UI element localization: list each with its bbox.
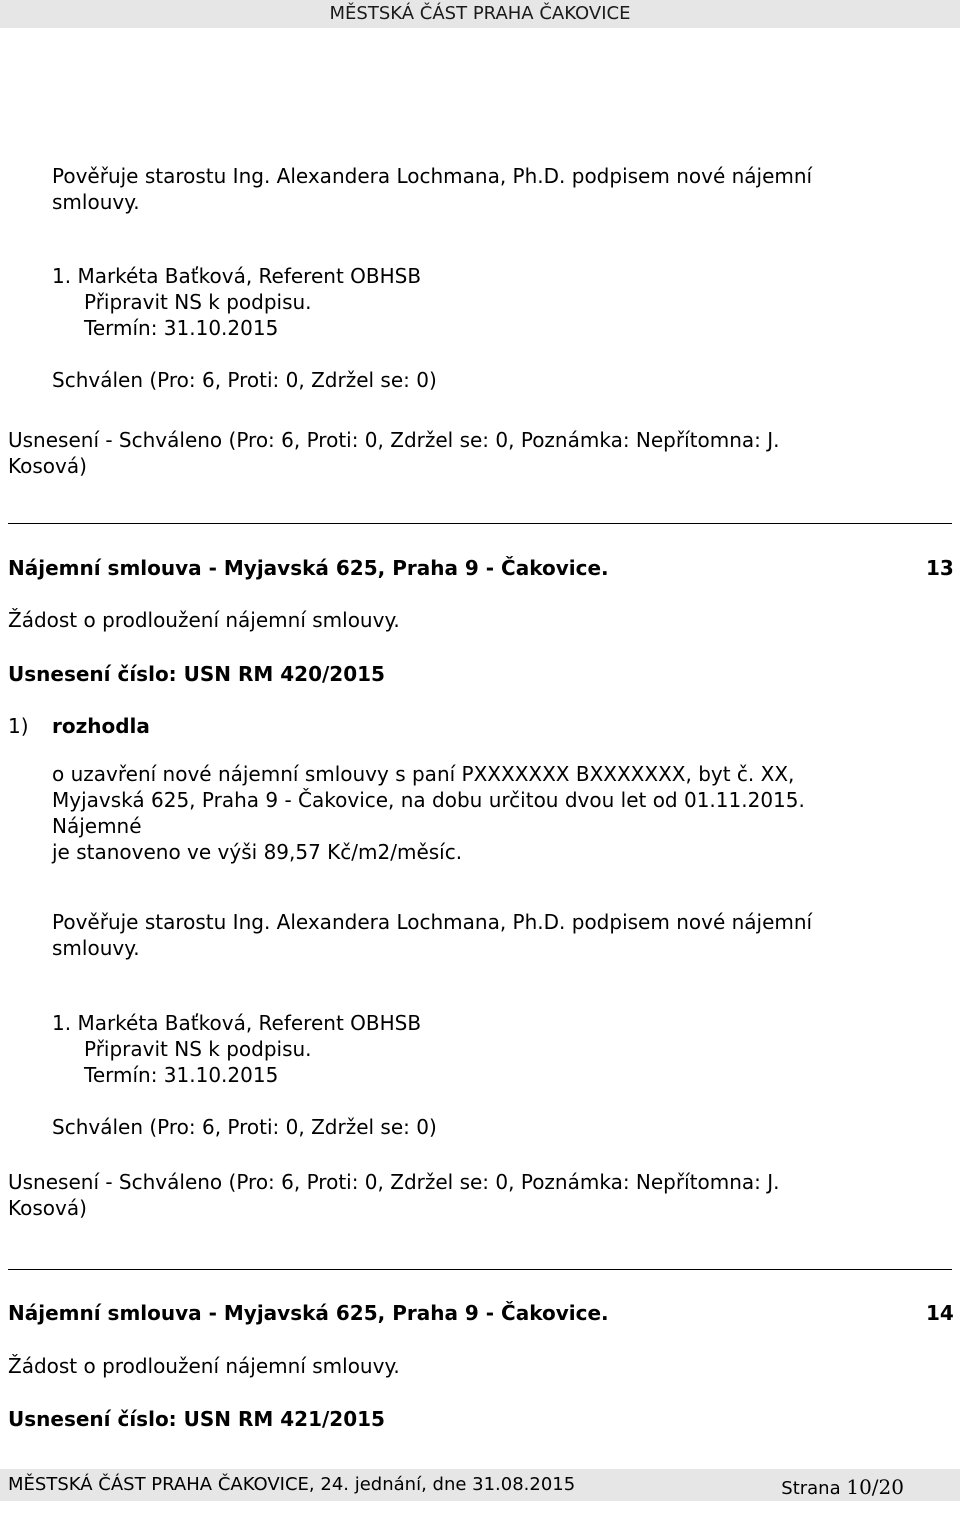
task-line: 1. Markéta Baťková, Referent OBHSB — [52, 264, 422, 288]
decision-word: rozhodla — [52, 714, 150, 738]
resolution-number: Usnesení číslo: USN RM 420/2015 — [8, 662, 385, 686]
item-request: Žádost o prodloužení nájemní smlouvy. — [8, 608, 400, 632]
resolution-line-1: Usnesení - Schváleno (Pro: 6, Proti: 0, Zdržel se: 0, Poznámka: Nepřítomna: J. — [8, 428, 780, 452]
decision-text-1: o uzavření nové nájemní smlouvy s paní PXXXXXXX BXXXXXXX, byt č. XX, — [52, 762, 795, 786]
authorize-line-2: smlouvy. — [52, 190, 140, 214]
page-indicator — [781, 1475, 904, 1501]
decision-text-3: Nájemné — [52, 814, 142, 838]
authorize-line-1: Pověřuje starostu Ing. Alexandera Lochmana, Ph.D. podpisem nové nájemní — [52, 910, 813, 934]
decision-text-4: je stanoveno ve výši 89,57 Kč/m2/měsíc. — [52, 840, 463, 864]
resolution-line-2: Kosová) — [8, 454, 87, 478]
task-deadline: Termín: 31.10.2015 — [84, 316, 279, 340]
approved-line: Schválen (Pro: 6, Proti: 0, Zdržel se: 0) — [52, 368, 437, 392]
authorize-line-1: Pověřuje starostu Ing. Alexandera Lochmana, Ph.D. podpisem nové nájemní — [52, 164, 813, 188]
task-action: Připravit NS k podpisu. — [84, 1037, 312, 1061]
item-number: 14 — [926, 1301, 954, 1325]
section-divider — [8, 523, 952, 524]
page-footer — [0, 1469, 960, 1501]
page-value: 10/20 — [846, 1475, 904, 1499]
item-title: Nájemní smlouva - Myjavská 625, Praha 9 - Čakovice. — [8, 556, 609, 580]
resolution-line-1: Usnesení - Schváleno (Pro: 6, Proti: 0, Zdržel se: 0, Poznámka: Nepřítomna: J. — [8, 1170, 780, 1194]
item-request: Žádost o prodloužení nájemní smlouvy. — [8, 1354, 400, 1378]
section-divider — [8, 1269, 952, 1270]
task-line: 1. Markéta Baťková, Referent OBHSB — [52, 1011, 422, 1035]
page-header — [0, 0, 960, 28]
decision-number: 1) — [8, 714, 29, 738]
footer-meeting-info: MĚSTSKÁ ČÁST PRAHA ČAKOVICE, 24. jednání, dne 31.08.2015 — [8, 1474, 576, 1495]
header-title: MĚSTSKÁ ČÁST PRAHA ČAKOVICE — [329, 3, 631, 24]
item-title: Nájemní smlouva - Myjavská 625, Praha 9 - Čakovice. — [8, 1301, 609, 1325]
decision-text-2: Myjavská 625, Praha 9 - Čakovice, na dobu určitou dvou let od 01.11.2015. — [52, 788, 805, 812]
task-action: Připravit NS k podpisu. — [84, 290, 312, 314]
resolution-line-2: Kosová) — [8, 1196, 87, 1220]
item-number: 13 — [926, 556, 954, 580]
page-label: Strana — [781, 1478, 841, 1499]
task-deadline: Termín: 31.10.2015 — [84, 1063, 279, 1087]
authorize-line-2: smlouvy. — [52, 936, 140, 960]
approved-line: Schválen (Pro: 6, Proti: 0, Zdržel se: 0) — [52, 1115, 437, 1139]
resolution-number: Usnesení číslo: USN RM 421/2015 — [8, 1407, 385, 1431]
